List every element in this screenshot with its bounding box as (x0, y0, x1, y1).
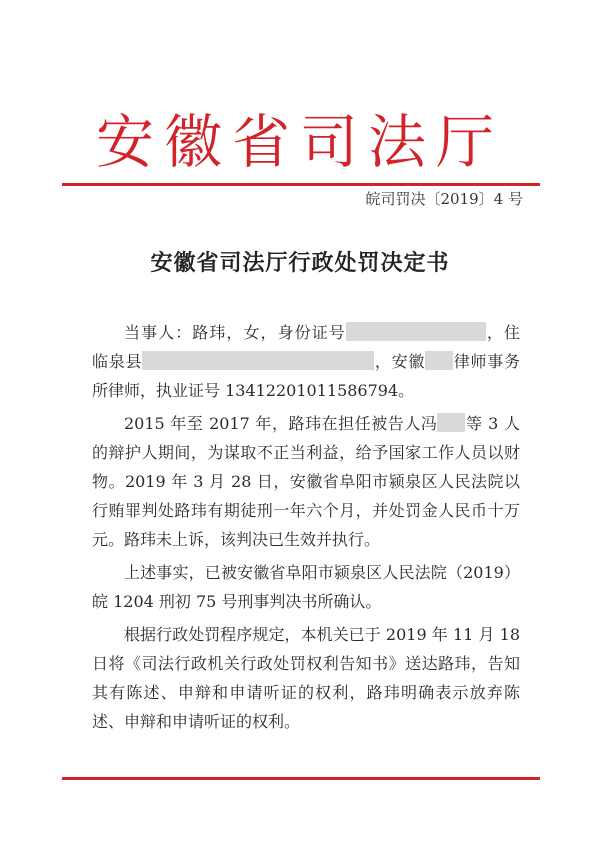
redacted-firm-name (425, 351, 453, 370)
facts-text-1: 2015 年至 2017 年，路玮在担任被告人冯 (124, 414, 438, 433)
letterhead-red-rule (62, 183, 540, 186)
paragraph-facts (92, 409, 520, 554)
redacted-address (142, 351, 374, 370)
document-body (92, 318, 520, 740)
paragraph-procedure: 根据行政处罚程序规定，本机关已于 2019 年 11 月 18 日将《司法行政机关行政处罚权利告知书》送达路玮，告知其有陈述、申辩和申请听证的权利，路玮明确表示放弃陈述、申辩和申请听证的权利。 (92, 625, 520, 731)
party-text-1: 当事人：路玮，女，身份证号 (124, 323, 346, 342)
paragraph-party (92, 318, 520, 405)
party-text-4: 律师事务所律师，执业证号 13412201011586794。 (92, 352, 520, 400)
redacted-id-number (346, 322, 486, 341)
facts-text-2: 等 3 人的辩护人期间，为谋取不正当利益，给予国家工作人员以财物。2019 年 3 月 28 日，安徽省阜阳市颍泉区人民法院以行贿罪判处路玮有期徒刑一年六个月，并处罚金人民币十万元。路玮未上诉，该判决已生效并执行。 (92, 414, 520, 549)
paragraph-confirmation: 上述事实，已被安徽省阜阳市颍泉区人民法院（2019）皖 1204 刑初 75 号刑事判决书所确认。 (92, 563, 520, 611)
redacted-defendant-name (437, 413, 465, 432)
letterhead-org-name: 安徽省司法厅 (95, 108, 504, 176)
footer-red-rule (62, 777, 540, 780)
party-text-3: ，安徽 (374, 352, 426, 371)
document-title: 安徽省司法厅行政处罚决定书 (150, 250, 450, 276)
party-text-2: ，住临泉县 (92, 323, 520, 371)
document-number: 皖司罚决〔2019〕4 号 (365, 190, 523, 208)
